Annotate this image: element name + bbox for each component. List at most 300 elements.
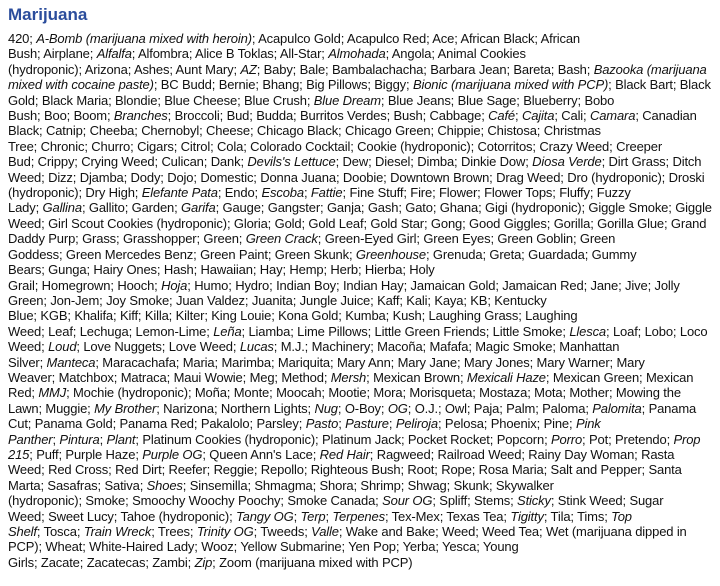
term-separator: ; xyxy=(99,292,107,308)
term: Indian Hay xyxy=(342,277,404,293)
term: Muggie xyxy=(45,400,88,416)
term-separator: ; xyxy=(583,277,591,293)
term-separator: ; xyxy=(403,277,411,293)
term-separator: ; xyxy=(306,92,314,108)
term-separator: ; xyxy=(113,369,121,385)
term-separator: ; xyxy=(535,400,543,416)
term-separator: ; xyxy=(375,493,383,509)
term: Ragweed xyxy=(376,446,431,462)
term-separator: ; xyxy=(546,215,554,231)
term-separator: ; xyxy=(153,77,161,93)
term: MMJ xyxy=(38,385,67,401)
term: Prop 215 xyxy=(8,431,701,462)
term-separator: ; xyxy=(668,200,676,216)
term: Smoke xyxy=(85,493,126,509)
term-separator: ; xyxy=(554,108,562,124)
term: Gummy Bears xyxy=(8,246,637,278)
term-separator: ; xyxy=(325,61,332,77)
term: Panama Red xyxy=(119,416,194,432)
term-separator: ; xyxy=(189,524,197,539)
term: Pintura xyxy=(59,431,100,447)
term-separator: ; xyxy=(608,385,616,401)
term: Acapulco Gold xyxy=(258,31,341,46)
term: Train Wreck xyxy=(83,524,152,539)
term: Barbara Jean xyxy=(430,61,507,77)
term-separator: ; xyxy=(618,277,626,293)
term-separator: ; xyxy=(226,385,234,401)
term-separator: ; xyxy=(194,539,202,555)
term-separator: ; xyxy=(370,339,378,355)
term-separator: ; xyxy=(124,200,132,216)
term-separator: ; xyxy=(37,108,44,124)
term: Dizz xyxy=(48,169,73,185)
term: Blue Crush xyxy=(244,92,307,108)
term: Bobo Bush xyxy=(8,92,615,124)
term: AZ xyxy=(240,61,257,77)
term-separator: ; xyxy=(86,262,94,278)
term: Smoochy Woochy Poochy xyxy=(132,493,281,509)
term: Green Skunk xyxy=(274,246,349,262)
term: Weed Tea xyxy=(482,524,540,539)
term-separator: ; xyxy=(193,246,201,262)
term: Kaya xyxy=(434,292,464,308)
term-separator: ; xyxy=(76,524,84,539)
term-separator: ; xyxy=(450,92,458,108)
term: Weed xyxy=(442,524,476,539)
term: Giggle Weed xyxy=(8,200,712,231)
terms-paragraph xyxy=(8,31,712,570)
term-separator: ; xyxy=(666,431,674,447)
term: Alfombra xyxy=(138,46,189,62)
term: Chippie xyxy=(437,123,481,139)
term-separator: ; xyxy=(490,231,498,247)
term: Diesel xyxy=(375,154,411,170)
term: Wet (marijuana dipped in PCP) xyxy=(8,524,687,555)
term: Bazooka (marijuana mixed with cocaine paste) xyxy=(8,61,707,93)
term: Platinum Cookies (hydroponic) xyxy=(142,431,316,447)
term-separator: ; xyxy=(672,323,680,339)
term-separator: ; xyxy=(169,61,176,77)
term: Bareta xyxy=(513,61,551,77)
term-separator: ; xyxy=(459,369,467,385)
term: Rasta Weed xyxy=(8,446,675,478)
term: Café xyxy=(488,108,516,124)
term-separator: ; xyxy=(108,462,116,478)
term-separator: ; xyxy=(366,385,374,401)
term: Jamaican Gold xyxy=(410,277,496,293)
term-separator: ; xyxy=(426,31,433,46)
term-separator: ; xyxy=(135,431,143,447)
term: Cola xyxy=(217,138,244,154)
term-separator: ; xyxy=(249,123,257,139)
term: Gold Star xyxy=(370,215,424,231)
term-separator: ; xyxy=(270,354,278,370)
term: Little Smoke xyxy=(492,323,563,339)
term-separator: ; xyxy=(292,292,300,308)
term-separator: ; xyxy=(41,262,49,278)
term: Shrimp xyxy=(360,477,401,493)
term-separator: ; xyxy=(536,123,544,139)
term-separator: ; xyxy=(609,138,617,154)
term-separator: ; xyxy=(337,400,345,416)
term: Green Goddess xyxy=(8,231,616,262)
term-separator: ; xyxy=(240,154,248,170)
term: Mother xyxy=(569,385,609,401)
term-separator: ; xyxy=(269,385,277,401)
term: Dinkie Dow xyxy=(460,154,526,170)
term: Catnip xyxy=(45,123,83,139)
term: Bernie xyxy=(218,77,256,93)
term-separator: ; xyxy=(399,292,407,308)
term: Grenuda xyxy=(432,246,483,262)
term-separator: ; xyxy=(400,477,408,493)
term: Humo xyxy=(194,277,229,293)
term: Blue Sage xyxy=(457,92,517,108)
term-separator: ; xyxy=(446,477,454,493)
term-separator: ; xyxy=(521,446,529,462)
term-separator: ; xyxy=(112,416,120,432)
term-separator: ; xyxy=(154,154,162,170)
term-separator: ; xyxy=(247,477,255,493)
term: Cabbage xyxy=(429,108,482,124)
term-separator: ; xyxy=(609,354,617,370)
term: Mary Jones xyxy=(463,354,530,370)
term-separator: ; xyxy=(321,46,329,62)
term-separator: ; xyxy=(134,123,142,139)
term: Kilter xyxy=(175,308,205,324)
term: Loco Weed xyxy=(8,323,708,355)
term-separator: ; xyxy=(422,339,430,355)
term: Colorado Cocktail xyxy=(250,138,351,154)
term: Skywalker (hydroponic) xyxy=(8,477,554,509)
term-separator: ; xyxy=(27,416,35,432)
term-separator: ; xyxy=(477,185,485,201)
term: Green Goblin xyxy=(497,231,573,247)
term-separator: ; xyxy=(151,524,158,539)
term: Salt and Pepper xyxy=(550,462,642,478)
term: Jungle Juice xyxy=(299,292,371,308)
term: Creeper Bud xyxy=(8,138,662,170)
term-separator: ; xyxy=(385,46,392,62)
term: Tosca xyxy=(43,524,77,539)
term: White-Haired Lady xyxy=(89,539,195,555)
term-separator: ; xyxy=(482,246,490,262)
term-separator: ; xyxy=(454,31,461,46)
term-separator: ; xyxy=(273,46,280,62)
term: Camara xyxy=(589,108,636,124)
term: Lobo xyxy=(644,323,673,339)
term-separator: ; xyxy=(585,400,593,416)
term: Pakalolo xyxy=(200,416,250,432)
term-separator: ; xyxy=(182,477,190,493)
term: Mariquita xyxy=(277,354,331,370)
term: Rosa Maria xyxy=(478,462,544,478)
term-separator: ; xyxy=(589,185,597,201)
term: Bionic (marijuana mixed with PCP) xyxy=(412,77,609,93)
term: Christmas Tree xyxy=(8,123,601,154)
term-separator: ; xyxy=(219,108,227,124)
term: Gato xyxy=(405,200,433,216)
term-separator: ; xyxy=(175,354,183,370)
term: Manteca xyxy=(46,354,96,370)
term: Fluffy xyxy=(559,185,590,201)
term-separator: ; xyxy=(489,169,497,185)
term-separator: ; xyxy=(95,354,103,370)
term: Dojo xyxy=(167,169,194,185)
term: Chicago Black xyxy=(256,123,339,139)
term: Khalifa xyxy=(74,308,114,324)
term-separator: ; xyxy=(317,231,325,247)
term: Giggle Smoke xyxy=(588,200,669,216)
term: Little Green Friends xyxy=(374,323,486,339)
term: Morisqueta xyxy=(409,385,473,401)
term: Crippy xyxy=(37,154,75,170)
term: Loud xyxy=(48,339,77,355)
term-separator: ; xyxy=(342,185,350,201)
term: Joy Smoke xyxy=(106,292,170,308)
term-separator: ; xyxy=(157,92,165,108)
term: Gloria xyxy=(233,215,268,231)
term: Herb xyxy=(330,262,358,278)
term-separator: ; xyxy=(402,262,410,278)
term: Burritos Verdes xyxy=(299,108,387,124)
term-separator: ; xyxy=(301,215,309,231)
term: Fattie xyxy=(310,185,343,201)
term: Jive xyxy=(625,277,648,293)
term-separator: ; xyxy=(367,77,375,93)
term: Righteous Bush xyxy=(310,462,401,478)
term-separator: ; xyxy=(435,539,443,555)
term: Chernobyl xyxy=(141,123,200,139)
term-separator: ; xyxy=(280,493,288,509)
term: Kali xyxy=(406,292,428,308)
term-separator: ; xyxy=(478,200,486,216)
term-separator: ; xyxy=(516,92,524,108)
term: Pink Panther xyxy=(8,416,601,447)
term: Chronic xyxy=(40,138,85,154)
term-separator: ; xyxy=(560,169,568,185)
term: Greenhouse xyxy=(355,246,426,262)
term-separator: ; xyxy=(421,308,429,324)
term: Owl xyxy=(444,400,467,416)
term: Ganja xyxy=(326,200,361,216)
term-separator: ; xyxy=(383,169,391,185)
term-separator: ; xyxy=(586,61,594,77)
term: Love Nuggets xyxy=(83,339,162,355)
term: Gold Leaf xyxy=(308,215,364,231)
term-separator: ; xyxy=(518,308,526,324)
term-separator: ; xyxy=(454,154,461,170)
term-separator: ; xyxy=(78,61,85,77)
term-separator: ; xyxy=(637,323,645,339)
term-separator: ; xyxy=(369,446,377,462)
term: Culican xyxy=(161,154,204,170)
term-separator: ; xyxy=(78,493,86,509)
term: Hydro xyxy=(235,277,270,293)
term-separator: ; xyxy=(99,431,107,447)
term: Marimba xyxy=(221,354,271,370)
term-separator: ; xyxy=(483,416,491,432)
term-separator: ; xyxy=(385,308,393,324)
term: Shmagma xyxy=(254,477,313,493)
term: Zip xyxy=(194,554,213,570)
term-separator: ; xyxy=(187,554,195,570)
term-separator: ; xyxy=(233,61,241,77)
term: Plant xyxy=(106,431,136,447)
term: Stink Weed xyxy=(557,493,623,509)
term: Bud xyxy=(226,108,250,124)
term-separator: ; xyxy=(166,369,174,385)
term-separator: ; xyxy=(353,477,361,493)
term-separator: ; xyxy=(323,262,331,278)
term-separator: ; xyxy=(293,108,300,124)
term-separator: ; xyxy=(366,369,374,385)
term: Almohada xyxy=(328,46,386,62)
term-separator: ; xyxy=(634,446,642,462)
term-separator: ; xyxy=(290,323,298,339)
term: Laughing Grass xyxy=(428,308,519,324)
term: Popcorn xyxy=(496,431,545,447)
term-separator: ; xyxy=(97,477,105,493)
term: Hooch xyxy=(117,277,155,293)
term: Mora xyxy=(373,385,403,401)
term-separator: ; xyxy=(116,231,123,247)
term: Gallina xyxy=(42,200,82,216)
term: Cotorritos xyxy=(477,138,533,154)
term: Blueberry xyxy=(523,92,578,108)
term: Panama Cut xyxy=(8,400,697,432)
term-separator: ; xyxy=(304,339,312,355)
term-separator: ; xyxy=(76,339,84,355)
term: Kiff xyxy=(119,308,138,324)
term: Boo xyxy=(43,108,67,124)
term-separator: ; xyxy=(206,323,214,339)
term: Green Paint xyxy=(200,246,268,262)
term-separator: ; xyxy=(647,277,655,293)
term: Shoes xyxy=(146,477,183,493)
term-separator: ; xyxy=(168,308,176,324)
term-separator: ; xyxy=(499,400,507,416)
term-separator: ; xyxy=(338,308,346,324)
term-separator: ; xyxy=(66,108,74,124)
term-separator: ; xyxy=(293,508,301,524)
term-separator: ; xyxy=(38,539,46,555)
term: Hierba xyxy=(364,262,403,278)
term-separator: ; xyxy=(145,554,153,570)
term-separator: ; xyxy=(130,138,138,154)
term: Gorilla xyxy=(553,215,591,231)
term-separator: ; xyxy=(249,416,257,432)
term-separator: ; xyxy=(489,431,497,447)
term-separator: ; xyxy=(34,92,42,108)
term: Palm xyxy=(506,400,536,416)
term-separator: ; xyxy=(273,339,281,355)
term-separator: ; xyxy=(113,308,120,324)
term-separator: ; xyxy=(475,524,483,539)
term: Leña xyxy=(213,323,242,339)
term: Pasture xyxy=(345,416,389,432)
term: Pretendo xyxy=(615,431,667,447)
term: Diosa Verde xyxy=(532,154,602,170)
term: Matraca xyxy=(120,369,167,385)
term-separator: ; xyxy=(341,539,349,555)
term: Crying Weed xyxy=(81,154,155,170)
term: Green Mercedes Benz xyxy=(65,246,194,262)
term-separator: ; xyxy=(254,185,262,201)
term: Killa xyxy=(144,308,169,324)
term: Paloma xyxy=(542,400,586,416)
term-separator: ; xyxy=(570,508,578,524)
term: Green xyxy=(203,231,239,247)
term-separator: ; xyxy=(74,154,82,170)
term-separator: ; xyxy=(39,123,46,139)
term-separator: ; xyxy=(348,246,356,262)
term-separator: ; xyxy=(29,446,37,462)
term-separator: ; xyxy=(515,108,522,124)
term-separator: ; xyxy=(432,185,440,201)
term: Ditch Weed xyxy=(8,154,702,185)
term-separator: ; xyxy=(430,446,438,462)
term-separator: ; xyxy=(320,200,327,216)
term: Puff xyxy=(36,446,59,462)
term-separator: ; xyxy=(608,77,616,93)
term-separator: ; xyxy=(572,231,580,247)
term: Santa Marta xyxy=(8,462,682,493)
term: Dry High xyxy=(85,185,135,201)
term-separator: ; xyxy=(583,108,590,124)
term: Biggy xyxy=(374,77,407,93)
term: Bush xyxy=(393,108,423,124)
term-separator: ; xyxy=(39,354,47,370)
term: Hay xyxy=(259,262,283,278)
term: Red Cross xyxy=(48,462,109,478)
term-separator: ; xyxy=(545,369,553,385)
term-separator: ; xyxy=(550,61,558,77)
term-separator: ; xyxy=(156,262,164,278)
term-separator: ; xyxy=(582,431,589,447)
term-separator: ; xyxy=(543,508,551,524)
term-separator: ; xyxy=(193,262,201,278)
term-separator: ; xyxy=(338,524,346,539)
term-separator: ; xyxy=(543,462,551,478)
term-separator: ; xyxy=(269,277,277,293)
term-separator: ; xyxy=(641,462,649,478)
term: Zacate xyxy=(40,554,80,570)
section-heading: Marijuana xyxy=(8,5,88,24)
term-separator: ; xyxy=(427,292,435,308)
term-separator: ; xyxy=(213,400,221,416)
term: Bale xyxy=(299,61,326,77)
term-separator: ; xyxy=(298,416,306,432)
term-separator: ; xyxy=(340,31,347,46)
term: Elefante Pata xyxy=(141,185,218,201)
term-separator: ; xyxy=(244,292,252,308)
term: Guardada xyxy=(528,246,585,262)
term-separator: ; xyxy=(569,416,576,432)
term-separator: ; xyxy=(437,416,445,432)
term: Indian Boy xyxy=(276,277,337,293)
term-separator: ; xyxy=(481,108,489,124)
term: Platinum Jack xyxy=(321,431,401,447)
term-separator: ; xyxy=(123,169,131,185)
term: Kush xyxy=(392,308,422,324)
term-separator: ; xyxy=(238,231,246,247)
term: Shwag xyxy=(407,477,447,493)
term: Texas Tea xyxy=(446,508,504,524)
term-separator: ; xyxy=(661,169,669,185)
term: KB xyxy=(470,292,488,308)
term-separator: ; xyxy=(335,154,343,170)
